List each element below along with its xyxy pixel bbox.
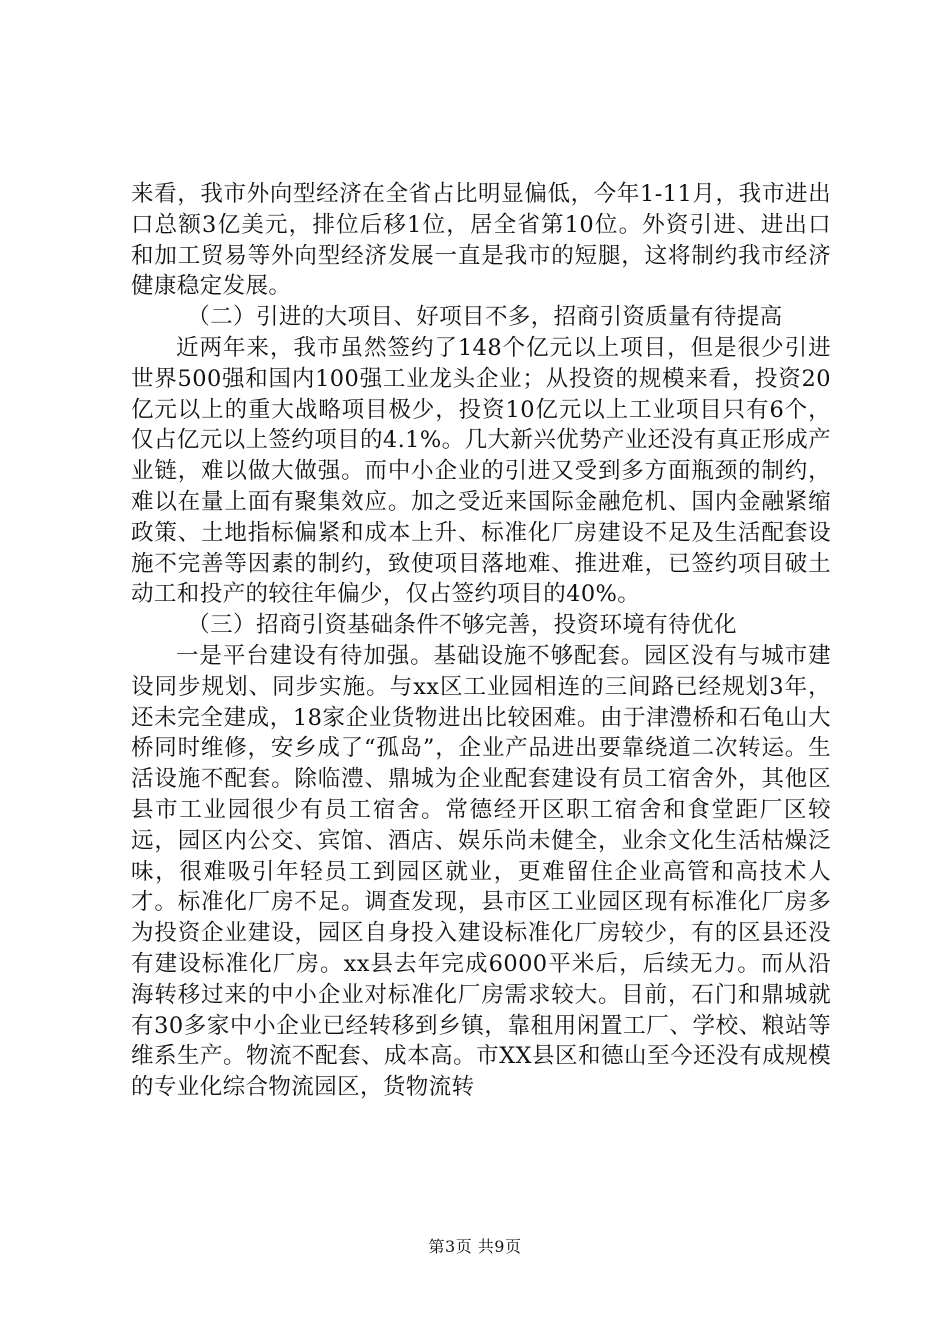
paragraph-projects: 近两年来，我市虽然签约了148个亿元以上项目，但是很少引进世界500强和国内100强工业龙头企业；从投资的规模来看，投资20亿元以上的重大战略项目极少，投资10亿元以上工业项目只有6个，仅占亿元以上签约项目的4.1%。几大新兴优势产业还没有真正形成产业链，难以做大做强。而中小企业的引进又受到多方面瓶颈的制约，难以在量上面有聚集效应。加之受近来国际金融危机、国内金融紧缩政策、土地指标偏紧和成本上升、标准化厂房建设不足及生活配套设施不完善等因素的制约，致使项目落地难、推进难，已签约项目破土动工和投产的较往年偏少，仅占签约项目的40%。 [131,334,831,608]
section-heading-3: （三）招商引资基础条件不够完善，投资环境有待优化 [187,612,737,639]
paragraph-continuation: 来看，我市外向型经济在全省占比明显偏低，今年1-11月，我市进出口总额3亿美元，排位后移1位，居全省第10位。外资引进、进出口和加工贸易等外向型经济发展一直是我市的短腿，这将制约我市经济健康稳定发展。 [131,181,831,300]
section-heading-2: （二）引进的大项目、好项目不多，招商引资质量有待提高 [187,304,783,331]
paragraph-platform: 一是平台建设有待加强。基础设施不够配套。园区没有与城市建设同步规划、同步实施。与xx区工业园相连的三间路已经规划3年，还未完全建成，18家企业货物进出比较困难。由于津澧桥和石龟山大桥同时维修，安乡成了“孤岛”，企业产品进出要靠绕道二次转运。生活设施不配套。除临澧、鼎城为企业配套建设有员工宿舍外，其他区县市工业园很少有员工宿舍。常德经开区职工宿舍和食堂距厂区较远，园区内公交、宾馆、酒店、娱乐尚未健全，业余文化生活枯燥泛味，很难吸引年轻员工到园区就业，更难留住企业高管和高技术人才。标准化厂房不足。调查发现，县市区工业园区现有标准化厂房多为投资企业建设，园区自身投入建设标准化厂房较少，有的区县还没有建设标准化厂房。xx县去年完成6000平米后，后续无力。而从沿海转移过来的中小企业对标准化厂房需求较大。目前，石门和鼎城就有30多家中小企业已经转移到乡镇，靠租用闲置工厂、学校、粮站等维系生产。物流不配套、成本高。市XX县区和德山至今还没有成规模的专业化综合物流园区，货物流转 [131,642,831,1101]
body-text [131,179,831,1103]
page-footer: 第3页 共9页 [428,1237,522,1256]
